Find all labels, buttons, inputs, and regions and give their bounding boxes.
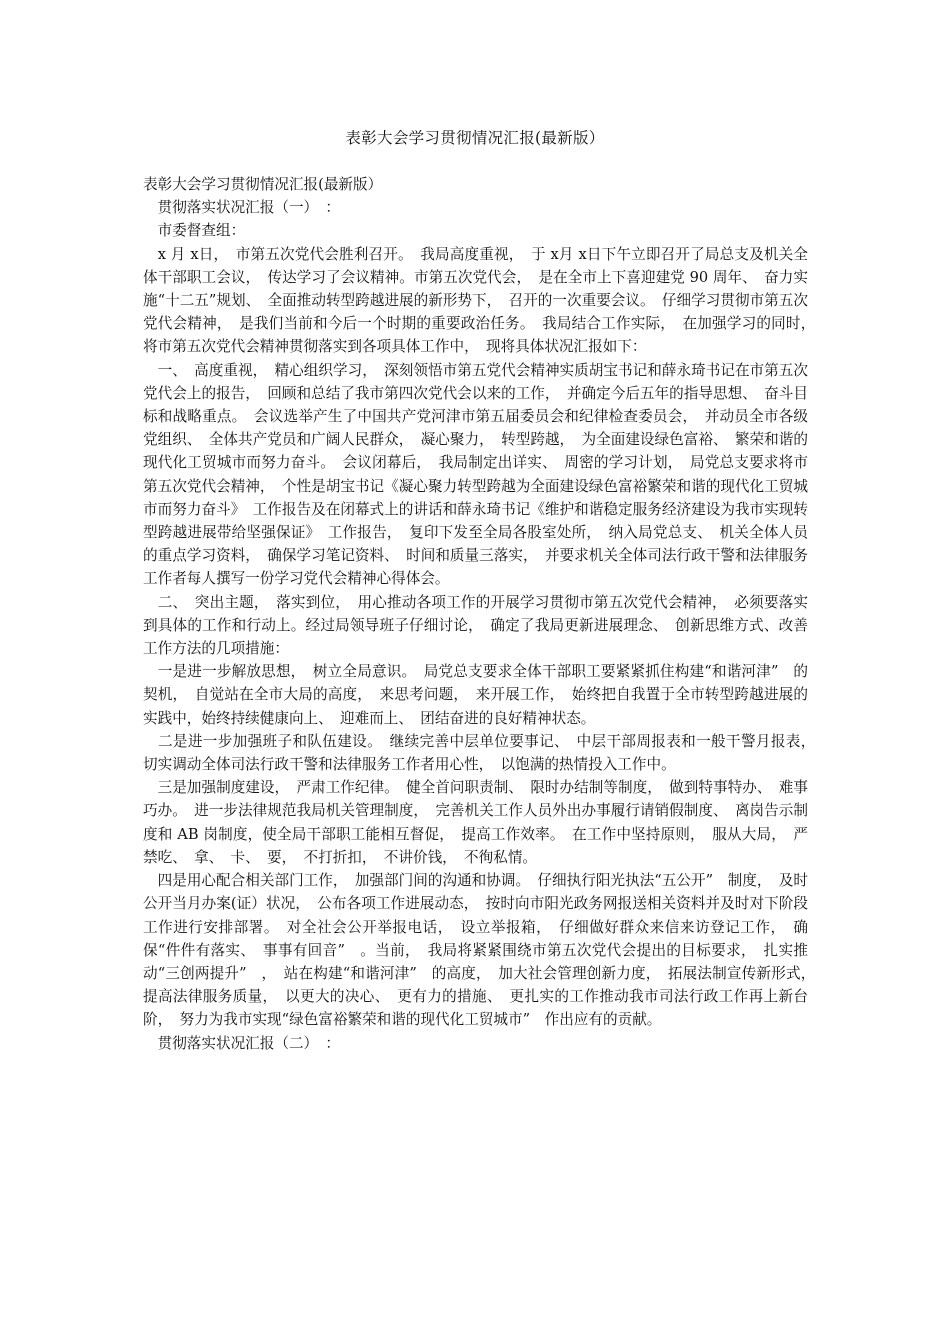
paragraph-measure-1: 一是进一步解放思想， 树立全局意识。 局党总支要求全体干部职工要紧紧抓住构建“和谐河津” 的契机， 自觉站在全市大局的高度， 来思考问题， 来开展工作， 始终把自我置于全市转型跨越进展的实践中，始终持续健康向上、 迎难而上、 团结奋进的良好精神状态。 xyxy=(143,663,808,727)
paragraph-intro: x 月 x日， 市第五次党代会胜利召开。 我局高度重视， 于 x月 x日下午立即召开了局总支及机关全体干部职工会议， 传达学习了会议精神。市第五次党代会， 是在全市上下喜迎建党 90 周年、 奋力实施“十二五”规划、 全面推动转型跨越进展的新形势下， 召开的一次重要会议。 仔细学习贯彻市第五次党代会精神， 是我们当前和今后一个时期的重要政治任务。 我局结合工作实际， 在加强学习的同时， 将市第五次党代会精神贯彻落实到各项具体工作中， 现将具体状况汇报如下： xyxy=(143,245,823,356)
report-heading-1: 贯彻落实状况汇报（一） ： xyxy=(143,199,341,217)
salutation: 市委督查组： xyxy=(143,222,246,240)
subtitle-line: 表彰大会学习贯彻情况汇报(最新版） xyxy=(143,176,383,193)
paragraph-section-2: 二、 突出主题， 落实到位， 用心推动各项工作的开展学习贯彻市第五次党代会精神， 必须要落实到具体的工作和行动上。经过局领导班子仔细讨论， 确定了我局更新进展理念、 创新思维方式、改善工作方法的几项措施： xyxy=(143,593,808,658)
paragraph-measure-2: 二是进一步加强班子和队伍建设。 继续完善中层单位要事记、 中层干部周报表和一般干警月报表， 切实调动全体司法行政干警和法律服务工作者用心性， 以饱满的热情投入工作中。 xyxy=(143,732,823,774)
paragraph-measure-4: 四是用心配合相关部门工作， 加强部门间的沟通和协调。 仔细执行阳光执法“五公开” 制度， 及时公开当月办案(证）状况， 公布各项工作进展动态， 按时向市阳光政务网报送相关资料并及时对下阶段工作进行安排部署。 对全社会公开举报电话， 设立举报箱， 仔细做好群众来信来访登记工作， 确保“件件有落实、 事事有回音” 。当前， 我局将紧紧围绕市第五次党代会提出的目标要求， 扎实推动“三创两提升” ， 站在构建“和谐河津” 的高度， 加大社会管理创新力度， 拓展法制宣传新形式， 提高法律服务质量， 以更大的决心、 更有力的措施、 更扎实的工作推动我市司法行政工作再上新台阶， 努力为我市实现“绿色富裕繁荣和谐的现代化工贸城市” 作出应有的贡献。 xyxy=(143,872,823,1029)
paragraph-measure-3: 三是加强制度建设， 严肃工作纪律。 健全首问职责制、 限时办结制等制度， 做到特事特办、 难事巧办。 进一步法律规范我局机关管理制度， 完善机关工作人员外出办事履行请销假制度、 离岗告示制度和 AB 岗制度，使全局干部职工能相互督促， 提高工作效率。 在工作中坚持原则， 服从大局， 严禁吃、 拿、 卡、 要， 不打折扣， 不讲价钱， 不徇私情。 xyxy=(143,779,808,866)
report-heading-2: 贯彻落实状况汇报（二） ： xyxy=(143,1034,341,1052)
document-title: 表彰大会学习贯彻情况汇报(最新版） xyxy=(345,129,605,147)
document-body xyxy=(143,173,823,1055)
paragraph-section-1: 一、 高度重视， 精心组织学习， 深刻领悟市第五党代会精神实质胡宝书记和薛永琦书记在市第五次党代会上的报告， 回顾和总结了我市第四次党代会以来的工作， 并确定今后五年的指导思想、 奋斗目标和战略重点。 会议选举产生了中国共产党河津市第五届委员会和纪律检查委员会， 并动员全市各级党组织、 全体共产党员和广阔人民群众， 凝心聚力， 转型跨越， 为全面建设绿色富裕、 繁荣和谐的现代化工贸城市而努力奋斗。 会议闭幕后， 我局制定出详实、 周密的学习计划， 局党总支要求将市第五次党代会精神， 个性是胡宝书记《凝心聚力转型跨越为全面建设绿色富裕繁荣和谐的现代化工贸城市而努力奋斗》 工作报告及在闭幕式上的讲话和薛永琦书记《维护和谐稳定服务经济建设为我市实现转型跨越进展带给坚强保证》 工作报告， 复印下发至全局各股室处所， 纳入局党总支、 机关全体人员的重点学习资料， 确保学习笔记资料、 时间和质量三落实， 并要求机关全体司法行政干警和法律服务工作者每人撰写一份学习党代会精神心得体会。 xyxy=(143,361,808,588)
